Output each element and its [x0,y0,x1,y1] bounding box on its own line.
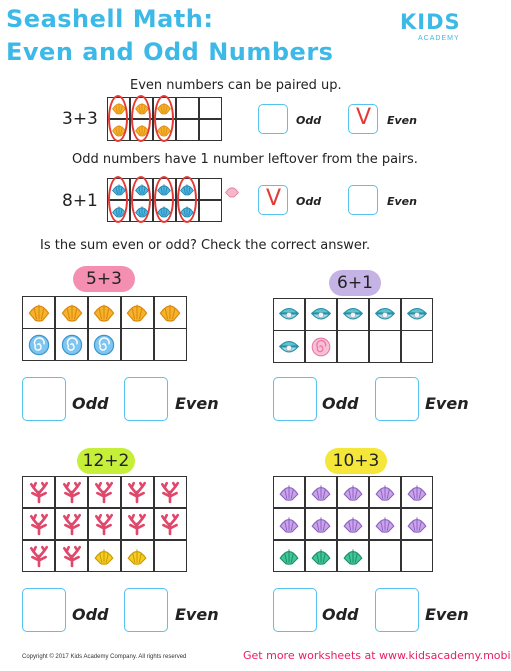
even-note: Even numbers can be paired up. [130,78,342,93]
scallop-shell-icon [126,545,148,567]
pearl-oyster-icon [278,336,300,358]
grid-cell [56,477,87,507]
grid-cell [338,541,368,571]
copyright-text: Copyright © 2017 Kids Academy Company. All rights reserved [22,654,187,660]
pair-ring [131,176,151,223]
coral-icon [93,513,115,535]
grid-cell [122,477,153,507]
grid-cell [155,509,186,539]
grid-cell [23,541,54,571]
example2-even-label: Even [387,195,417,208]
coral-icon [61,481,83,503]
check-mark: V [266,186,282,211]
problem1-even-checkbox[interactable] [124,377,168,421]
scallop-shell-icon [60,300,84,324]
odd-note: Odd numbers have 1 number leftover from the pairs. [72,152,418,167]
problem2-odd-checkbox[interactable] [273,377,317,421]
grid-cell [274,541,304,571]
coral-icon [159,513,181,535]
grid-cell [338,477,368,507]
problem4-odd-checkbox[interactable] [273,588,317,632]
grid-cell [338,509,368,539]
check-mark: V [356,105,372,130]
problem3-even-checkbox[interactable] [124,588,168,632]
grid-cell [56,329,87,360]
grid-cell [200,201,221,221]
scallop-shell-icon [310,545,332,567]
coral-icon [159,481,181,503]
scallop-shell-icon [374,513,396,535]
grid-cell [122,329,153,360]
grid-cell [274,331,304,362]
scallop-shell-icon [342,481,364,503]
grid-cell [338,299,368,330]
grid-cell [89,329,120,360]
grid-cell [56,297,87,328]
problem2-expression: 6+1 [329,270,381,296]
grid-cell [274,299,304,330]
problem4-even-label: Even [425,605,469,624]
grid-cell [274,477,304,507]
logo-subtext: ACADEMY [418,35,460,42]
scallop-shell-icon [278,545,300,567]
grid-cell [155,329,186,360]
coral-icon [61,513,83,535]
problem2-even-label: Even [425,394,469,413]
grid-cell [23,297,54,328]
pearl-oyster-icon [278,303,300,325]
scallop-shell-icon [406,513,428,535]
worksheet-title-line1: Seashell Math: [6,5,214,33]
grid-cell [402,299,432,330]
scallop-shell-icon [92,300,116,324]
problem3-odd-checkbox[interactable] [22,588,66,632]
problem4-odd-label: Odd [322,605,359,624]
pair-ring [131,95,151,142]
coral-icon [28,545,50,567]
grid-cell [122,297,153,328]
pearl-oyster-icon [342,303,364,325]
instruction-text: Is the sum even or odd? Check the correct answer. [40,238,371,253]
scallop-shell-icon [406,481,428,503]
scallop-shell-icon [374,481,396,503]
grid-cell [122,541,153,571]
grid-cell [370,477,400,507]
coral-icon [126,513,148,535]
coral-icon [126,481,148,503]
grid-cell [306,541,336,571]
problem1-expression: 5+3 [73,266,135,292]
kids-academy-logo [382,8,466,52]
problem4-grid [273,476,433,572]
worksheet-title-line2: Even and Odd Numbers [6,38,334,66]
scallop-shell-icon [278,513,300,535]
grid-cell [306,477,336,507]
problem3-grid [22,476,187,572]
grid-cell [56,509,87,539]
grid-cell [200,98,221,118]
example1-even-label: Even [387,114,417,127]
example1-even-checkbox[interactable] [348,104,378,134]
scallop-shell-icon [158,300,182,324]
grid-cell [177,98,198,118]
example2-odd-checkbox[interactable] [258,185,288,215]
grid-cell [402,509,432,539]
pearl-oyster-icon [310,303,332,325]
coral-icon [28,481,50,503]
grid-cell [306,299,336,330]
example1-odd-label: Odd [296,114,322,127]
pair-ring [108,95,128,142]
grid-cell [402,541,432,571]
spiral-shell-icon [27,333,51,357]
example2-even-checkbox[interactable] [348,185,378,215]
pair-ring [154,176,174,223]
pair-ring [108,176,128,223]
grid-cell [338,331,368,362]
problem4-expression: 10+3 [325,448,387,474]
grid-cell [274,509,304,539]
more-worksheets-link[interactable]: Get more worksheets at www.kidsacademy.mobi [243,649,511,662]
problem2-even-checkbox[interactable] [375,377,419,421]
grid-cell [370,509,400,539]
grid-cell [89,297,120,328]
problem2-odd-label: Odd [322,394,359,413]
pearl-oyster-icon [374,303,396,325]
scallop-shell-icon [93,545,115,567]
grid-cell [402,331,432,362]
grid-cell [23,329,54,360]
grid-cell [370,299,400,330]
grid-cell [23,509,54,539]
grid-cell [155,297,186,328]
coral-icon [28,513,50,535]
scallop-shell-icon [342,545,364,567]
example1-odd-checkbox[interactable] [258,104,288,134]
problem1-odd-label: Odd [72,394,109,413]
grid-cell [177,120,198,140]
scallop-shell-icon [342,513,364,535]
pair-ring [177,176,197,223]
grid-cell [306,331,336,362]
grid-cell [155,477,186,507]
grid-cell [122,509,153,539]
spiral-shell-icon [92,333,116,357]
problem2-grid [273,298,433,363]
even-example-expression: 3+3 [62,109,98,129]
spiral-shell-icon [60,333,84,357]
grid-cell [370,541,400,571]
grid-cell [370,331,400,362]
problem3-even-label: Even [175,605,219,624]
pearl-oyster-icon [406,303,428,325]
scallop-shell-icon [310,481,332,503]
odd-example-expression: 8+1 [62,191,98,211]
example2-odd-label: Odd [296,195,322,208]
grid-cell [23,477,54,507]
logo-text: KIDS [400,10,461,34]
scallop-shell-icon [27,300,51,324]
scallop-shell-icon [278,481,300,503]
grid-cell [89,477,120,507]
leftover-shell [224,183,240,204]
problem1-even-label: Even [175,394,219,413]
coral-icon [61,545,83,567]
clam-shell-icon [224,186,240,203]
grid-cell [89,541,120,571]
problem3-expression: 12+2 [77,448,135,474]
grid-cell [89,509,120,539]
scallop-shell-icon [125,300,149,324]
grid-cell [200,179,221,199]
coral-icon [93,481,115,503]
problem3-odd-label: Odd [72,605,109,624]
problem1-grid [22,296,187,361]
problem1-odd-checkbox[interactable] [22,377,66,421]
spiral-shell-icon [310,336,332,358]
grid-cell [306,509,336,539]
grid-cell [155,541,186,571]
problem4-even-checkbox[interactable] [375,588,419,632]
grid-cell [56,541,87,571]
scallop-shell-icon [310,513,332,535]
grid-cell [402,477,432,507]
grid-cell [200,120,221,140]
pair-ring [154,95,174,142]
